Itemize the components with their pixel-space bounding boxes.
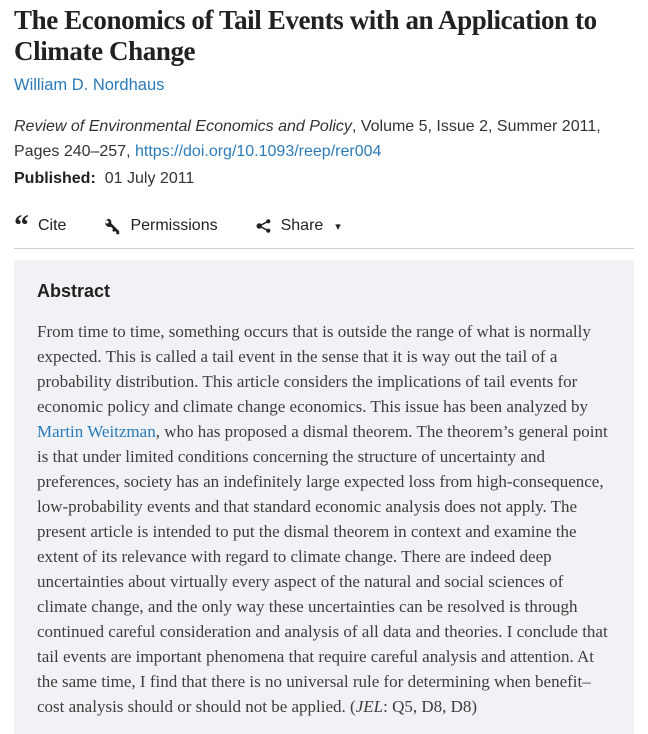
published-row — [14, 170, 634, 188]
abstract-text-part2: , who has proposed a dismal theorem. The theorem’s general point is that under limited conditions concerning the structure of uncertainty and preferences, society has an indefinitely large expected loss from high-consequence, low-probability events and that standard economic analysis does not apply. The present article is intended to put the dismal theorem in context and examine the extent of its relevance with regard to climate change. There are indeed deep uncertainties about virtually every aspect of the natural and social sciences of climate change, and the only way these uncertainties can be resolved is through continued careful consideration and analysis of all data and theories. I conclude that tail events are important phenomena that require careful analysis and attention. At the same time, I find that there is no universal rule for determining when benefit–cost analysis should or should not be applied. ( — [37, 422, 608, 716]
article-toolbar — [14, 208, 634, 242]
caret-down-icon: ▾ — [335, 220, 341, 233]
permissions-button[interactable] — [104, 217, 217, 235]
cite-button[interactable] — [14, 208, 67, 242]
abstract-paragraph — [37, 319, 612, 719]
doi-link[interactable]: https://doi.org/10.1093/reep/rer004 — [135, 143, 382, 160]
permissions-button-label: Permissions — [130, 217, 218, 234]
citation-line — [14, 114, 634, 164]
toolbar-divider — [14, 248, 634, 249]
abstract-text-end: : Q5, D8, D8) — [383, 697, 478, 716]
page-title: The Economics of Tail Events with an Application to Climate Change — [14, 5, 597, 66]
published-label: Published: — [14, 170, 96, 187]
citation-meta: , Volume 5, Issue 2, Summer 2011, Pages 240–257, — [14, 118, 601, 160]
published-date: 01 July 2011 — [104, 170, 195, 187]
quote-icon: “ — [14, 208, 29, 242]
share-button[interactable] — [256, 217, 341, 235]
jel-label: JEL — [355, 697, 384, 716]
abstract-heading: Abstract — [37, 281, 111, 301]
journal-name: Review of Environmental Economics and Policy — [14, 118, 352, 135]
abstract-section — [14, 260, 634, 734]
key-icon — [104, 218, 121, 235]
author-row — [14, 76, 634, 95]
abstract-text-part1: From time to time, something occurs that is outside the range of what is normally expected. This is called a tail event in the sense that it is way out the tail of a probability distribution. This article considers the implications of tail events for economic policy and climate change economics. This issue has been analyzed by — [37, 322, 591, 416]
author-link[interactable]: William D. Nordhaus — [14, 76, 165, 94]
share-button-label: Share — [280, 217, 324, 234]
cite-button-label: Cite — [38, 217, 67, 234]
martin-weitzman-link[interactable]: Martin Weitzman — [37, 422, 156, 441]
share-nodes-icon — [256, 218, 272, 234]
